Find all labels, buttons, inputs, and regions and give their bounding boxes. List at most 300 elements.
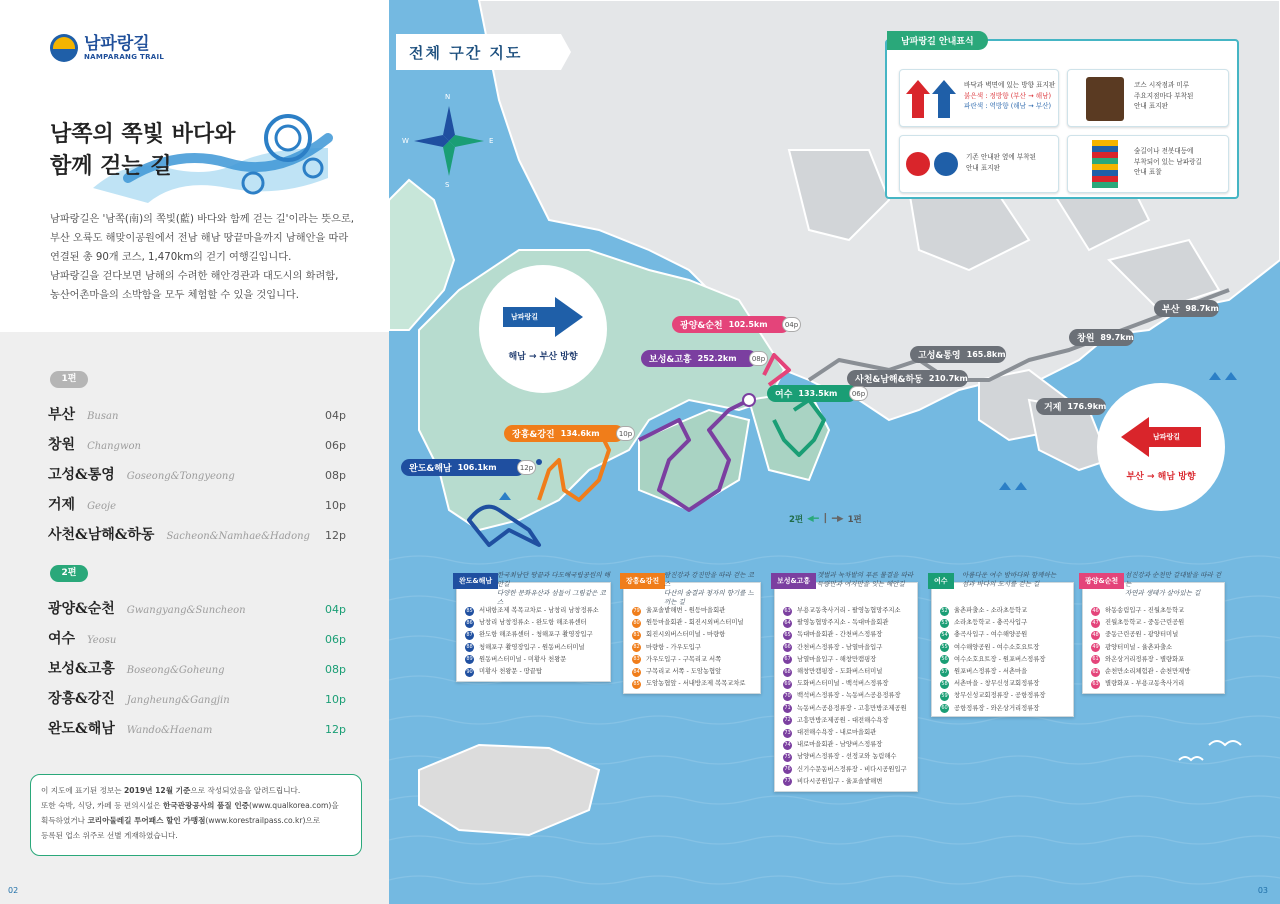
- course-number: 49: [1092, 644, 1099, 651]
- city-distance: 102.5km: [728, 320, 768, 329]
- toc-item[interactable]: [48, 628, 346, 648]
- course-number: 85: [466, 607, 473, 614]
- logo-title: 남파랑길: [84, 33, 150, 54]
- course-item[interactable]: [940, 690, 1073, 702]
- city-label-geoje[interactable]: [1036, 398, 1106, 415]
- course-number: 72: [784, 717, 791, 724]
- course-item[interactable]: [1091, 629, 1224, 641]
- toc-item-page: 10p: [325, 499, 346, 512]
- compass-west: W: [402, 137, 409, 145]
- legend-line: 붉은색 : 정방향 (부산 → 해남): [964, 91, 1052, 100]
- toc-item[interactable]: [48, 524, 346, 544]
- course-item[interactable]: [940, 617, 1073, 629]
- course-route: 하동송림입구 - 진월초등학교: [1105, 607, 1185, 614]
- card-heading: [962, 571, 1056, 589]
- toc-item[interactable]: [48, 434, 346, 454]
- intro-line: 남파랑길은 '남쪽(南)의 쪽빛(藍) 바다와 함께 걷는 길'이라는 뜻으로,: [50, 214, 354, 225]
- course-number: 76: [784, 766, 791, 773]
- city-page: 06p: [849, 386, 868, 401]
- course-item[interactable]: [632, 617, 760, 629]
- signboard-icon: [1086, 77, 1124, 121]
- toc-item-ko: 거제: [48, 497, 76, 513]
- course-route: 백석버스정류장 - 녹동버스공용정류장: [797, 692, 901, 700]
- notice-line: [41, 813, 351, 828]
- legend-line: 코스 시작점과 미루: [1134, 81, 1190, 89]
- toc-item-ko: 사천&남해&하동: [48, 527, 155, 543]
- city-name: 부산: [1162, 305, 1180, 315]
- compass-north: N: [445, 93, 451, 101]
- map-page: [389, 0, 1280, 904]
- course-item[interactable]: [940, 678, 1073, 690]
- course-route: 마량항 - 가우도입구: [646, 643, 701, 651]
- course-item[interactable]: [940, 642, 1073, 654]
- course-route: 완도항 해조류센터 - 청해포구 촬영장입구: [479, 631, 593, 639]
- course-item[interactable]: [783, 617, 917, 629]
- toc-item-ko: 광양&순천: [48, 601, 115, 617]
- card-heading-line: 한국최남단 땅끝과 다도해국립공원의 해안길: [497, 571, 610, 588]
- course-number: 63: [1092, 680, 1099, 687]
- intro-line: 농산어촌마을의 소박함을 모두 체험할 수 있을 것입니다.: [50, 290, 300, 301]
- notice-text: 이 지도에 표기된 정보는: [41, 786, 125, 795]
- direction-west-label: 해남 → 부산 방향: [508, 352, 578, 362]
- course-item[interactable]: [940, 703, 1073, 715]
- course-route: 신기수문동버스정류장 - 비다시공원입구: [797, 765, 907, 773]
- toc-item[interactable]: [48, 494, 346, 514]
- course-item[interactable]: [1091, 617, 1224, 629]
- course-item[interactable]: [940, 629, 1073, 641]
- city-name: 완도&해남: [409, 464, 452, 474]
- part2-badge: 2편: [50, 565, 88, 582]
- legend-line: 기존 안내판 옆에 부착된: [966, 153, 1036, 161]
- intro-line: 부산 오륙도 해맞이공원에서 전남 해남 땅끝마을까지 남해안을 따라: [50, 233, 349, 244]
- card-tag: 보성&고흥: [771, 573, 816, 589]
- intro-line: 남파랑길을 걷다보면 남해의 수려한 해안경관과 대도시의 화려함,: [50, 271, 339, 282]
- course-route: 충곡사입구 - 여수해양공원: [954, 631, 1028, 639]
- map-title: 전체 구간 지도: [409, 44, 523, 62]
- toc-item-page: 08p: [325, 469, 346, 482]
- course-route: 미황사 천왕문 - 땅끝탑: [479, 668, 543, 676]
- legend-item-direction: [899, 69, 1059, 127]
- logo-subtitle: NAMPARANG TRAIL: [84, 52, 165, 61]
- toc-item-ko: 완도&해남: [48, 721, 115, 737]
- city-page: 10p: [616, 426, 635, 441]
- toc-item-en: Geoje: [87, 501, 117, 512]
- card-heading-line: 자연과 생태가 살아있는 길: [1125, 589, 1201, 597]
- card-heading-line: 다양한 문화유산과 섬들이 그림같은 코스: [497, 589, 606, 606]
- course-number: 46: [1092, 607, 1099, 614]
- course-route: 중동근린공원 - 광양터미널: [1105, 631, 1179, 639]
- legend-item-signboard: [1067, 69, 1229, 127]
- red-badge-icon: [906, 152, 930, 176]
- headline-line-2: 함께 걷는 길: [50, 153, 172, 179]
- course-number: 55: [941, 644, 948, 651]
- toc-item-ko: 부산: [48, 407, 76, 423]
- course-item[interactable]: [1091, 666, 1224, 678]
- course-route: 광양터미널 - 율촌파출소: [1105, 643, 1173, 651]
- city-name: 광양&순천: [680, 321, 723, 331]
- course-route: 원동버스터미널 - 미황사 천왕문: [479, 655, 567, 663]
- course-number: 59: [941, 693, 948, 700]
- card-heading-line: 섬진강과 순천만 갈대밭을 따라 걷는: [1125, 571, 1222, 588]
- toc-item[interactable]: [48, 718, 346, 738]
- toc-item-page: 06p: [325, 633, 346, 646]
- legend-line: 바닥과 벽면에 있는 방향 표지판: [964, 81, 1056, 89]
- direction-east-label: 부산 → 해남 방향: [1126, 472, 1196, 482]
- course-route: 창무신성교회정류장 - 공항정류장: [954, 692, 1046, 700]
- course-number: 82: [633, 644, 640, 651]
- course-number: 88: [466, 644, 473, 651]
- course-number: 62: [1092, 668, 1099, 675]
- legend-item-ribbon: [1067, 135, 1229, 193]
- course-number: 84: [633, 668, 640, 675]
- course-route: 서내항조제 복목교차로 - 남창리 남창정류소: [479, 607, 599, 614]
- city-page: 04p: [782, 317, 801, 332]
- compass-east: E: [489, 137, 494, 145]
- city-name: 여수: [775, 390, 793, 400]
- city-name: 장흥&강진: [512, 430, 555, 440]
- card-heading-line: 아름다운 여수 밤바다와 함께하는: [962, 571, 1057, 579]
- toc-item-ko: 보성&고흥: [48, 661, 115, 677]
- course-number: 47: [1092, 619, 1099, 626]
- course-number: 67: [784, 656, 791, 663]
- course-number: 56: [941, 656, 948, 663]
- intro-line: 연결된 총 90개 코스, 1,470km의 걷기 여행길입니다.: [50, 252, 292, 263]
- course-number: 57: [941, 668, 948, 675]
- namparang-logo-icon: [50, 34, 78, 62]
- course-number: 80: [633, 619, 640, 626]
- course-item[interactable]: [783, 703, 917, 715]
- course-route: 해창만캠핑장 - 도화버스터미널: [797, 668, 883, 676]
- toc-item-en: Changwon: [87, 441, 141, 452]
- divider-line-icon: ┃: [822, 514, 828, 524]
- blue-badge-icon: [934, 152, 958, 176]
- course-number: 58: [941, 680, 948, 687]
- course-number: 86: [466, 619, 473, 626]
- toc-item[interactable]: [48, 658, 346, 678]
- toc-item[interactable]: [48, 464, 346, 484]
- city-label-sacheon-namhae-hadong[interactable]: [847, 370, 968, 387]
- course-item[interactable]: [783, 629, 917, 641]
- card-heading-line: 섬과 바다의 도시를 걷는 길: [962, 580, 1040, 588]
- legend-line: 안내 표지판: [966, 163, 1000, 172]
- course-number: 75: [784, 754, 791, 761]
- arrow-right-icon: ━▶: [831, 514, 844, 524]
- course-item[interactable]: [940, 605, 1073, 617]
- course-route: 별량화포 - 부용교동축사거리: [1105, 680, 1185, 688]
- course-number: 90: [466, 668, 473, 675]
- toc-item-en: Busan: [87, 411, 119, 422]
- city-distance: 98.7km: [1185, 304, 1219, 313]
- headline: [50, 118, 235, 182]
- course-number: 60: [941, 705, 948, 712]
- course-route: 부용교동축사거리 - 팔영농협망주지소: [797, 607, 901, 614]
- compass-south: S: [445, 181, 450, 189]
- course-number: 77: [784, 778, 791, 785]
- notice-text: (www.qualkorea.com)을: [249, 801, 339, 810]
- city-name: 고성&통영: [918, 351, 961, 361]
- toc-item-ko: 창원: [48, 437, 76, 453]
- arrow-left-icon: ◀━: [807, 514, 819, 524]
- city-distance: 176.9km: [1067, 402, 1107, 411]
- toc-item-page: 10p: [325, 693, 346, 706]
- course-number: 63: [784, 607, 791, 614]
- legend-title: 남파랑길 안내표식: [887, 31, 988, 50]
- divider-left-label: 2편: [789, 515, 804, 525]
- card-heading: [497, 571, 610, 607]
- course-route: 남창리 남창정류소 - 완도항 해조류센터: [479, 619, 587, 627]
- city-label-boseong-goheung[interactable]: [641, 350, 766, 367]
- course-number: 81: [633, 632, 640, 638]
- city-label-jangheung-gangjin[interactable]: [504, 425, 633, 442]
- city-distance: 165.8km: [966, 350, 1006, 359]
- card-tag: 광양&순천: [1079, 573, 1124, 589]
- course-route: 남양버스정류장 - 선정교와 농림해수: [797, 753, 897, 761]
- course-item[interactable]: [1091, 642, 1224, 654]
- course-number: 85: [633, 680, 640, 687]
- course-list: [932, 583, 1073, 715]
- info-notice-box: [30, 774, 362, 856]
- city-distance: 210.7km: [928, 374, 968, 383]
- page-number-right: 03: [1257, 886, 1268, 895]
- course-number: 70: [784, 693, 791, 700]
- course-item[interactable]: [465, 654, 610, 666]
- course-route: 고흥만방조제공원 - 대전해수욕장: [797, 716, 889, 724]
- toc-item-ko: 여수: [48, 631, 76, 647]
- ribbon-tag-icon: [1092, 140, 1118, 188]
- toc-item[interactable]: [48, 598, 346, 618]
- course-item[interactable]: [783, 690, 917, 702]
- notice-line: [41, 798, 351, 813]
- card-heading-line: 갯벌과 녹차밭의 푸른 물결을 따라: [817, 571, 914, 579]
- arrow-label: 남파랑길: [1153, 433, 1181, 441]
- course-route: 여수해양공원 - 여수소호요트장: [954, 643, 1040, 651]
- toc-item[interactable]: [48, 688, 346, 708]
- course-card-yeosu: [931, 571, 1074, 717]
- course-route: 구목리교 서쪽 - 도암농협앞: [646, 668, 722, 676]
- card-heading: [817, 571, 913, 589]
- course-card-gwangyang-suncheon: [1082, 571, 1225, 694]
- toc-item-page: 12p: [325, 723, 346, 736]
- card-heading-line: 다산의 숨결과 청자의 향기를 느끼는 길: [664, 589, 754, 606]
- course-route: 소라초등학교 - 충곡사입구: [954, 619, 1028, 627]
- intro-paragraph: [50, 210, 360, 305]
- toc-item-ko: 고성&통영: [48, 467, 115, 483]
- course-item[interactable]: [783, 727, 917, 739]
- notice-line: [41, 783, 351, 798]
- course-route: 원등마을회관 - 회진시외버스터미널: [646, 619, 744, 627]
- city-distance: 106.1km: [457, 463, 497, 472]
- city-label-busan[interactable]: [1154, 300, 1219, 317]
- notice-bold: 한국관광공사의 품질 인증: [163, 801, 249, 810]
- course-item[interactable]: [783, 654, 917, 666]
- course-number: 52: [941, 607, 948, 614]
- course-item[interactable]: [783, 751, 917, 763]
- part-divider: [789, 513, 862, 525]
- course-route: 서촌마을 - 창무신성교회정류장: [954, 680, 1040, 688]
- course-item[interactable]: [465, 629, 610, 641]
- city-name: 창원: [1077, 334, 1095, 344]
- course-item[interactable]: [465, 617, 610, 629]
- toc-item-page: 06p: [325, 439, 346, 452]
- notice-text: 획득하였거나: [41, 816, 88, 825]
- toc-item-page: 04p: [325, 409, 346, 422]
- course-route: 율포솔밭해변 - 원등마을회관: [646, 607, 726, 614]
- course-list: [775, 583, 917, 788]
- course-route: 비다시공원입구 - 율포솔밭해변: [797, 777, 883, 785]
- city-label-changwon[interactable]: [1069, 329, 1134, 346]
- toc-item-page: 12p: [325, 529, 346, 542]
- city-distance: 252.2km: [697, 354, 737, 363]
- course-list: [1083, 583, 1224, 690]
- part1-badge: 1편: [50, 371, 88, 388]
- course-number: 48: [1092, 632, 1099, 638]
- legend-line: 부착되어 있는 남파랑길: [1134, 157, 1202, 166]
- toc-item-ko: 장흥&강진: [48, 691, 115, 707]
- course-route: 가우도입구 - 구목리교 서쪽: [646, 655, 722, 663]
- course-route: 간천버스정류장 - 남열마을입구: [797, 643, 883, 651]
- course-route: 회진시외버스터미널 - 마량항: [646, 631, 726, 639]
- direction-arrow-icon: [906, 78, 960, 122]
- card-heading-line: 탐진강과 강진만을 따라 걷는 코스: [664, 571, 754, 588]
- course-number: 69: [784, 680, 791, 687]
- legend-text: [1134, 146, 1202, 178]
- city-label-gwangyang-suncheon[interactable]: [672, 316, 799, 333]
- course-route: 팔영농협망주지소 - 독대마을회관: [797, 619, 889, 627]
- course-card-boseong-goheung: [774, 571, 918, 792]
- card-tag: 완도&해남: [453, 573, 498, 589]
- city-name: 사천&남해&하동: [855, 375, 923, 385]
- course-item[interactable]: [632, 678, 760, 690]
- course-route: 순천만소리체험관 - 순천만재방: [1105, 668, 1191, 676]
- course-item[interactable]: [465, 666, 610, 678]
- course-route: 진월초등학교 - 중동근린공원: [1105, 619, 1185, 627]
- course-item[interactable]: [632, 654, 760, 666]
- city-label-wando-haenam[interactable]: [401, 459, 534, 476]
- page-number-left: 02: [8, 886, 19, 895]
- city-distance: 133.5km: [798, 389, 838, 398]
- course-number: 68: [784, 668, 791, 675]
- toc-item-en: Boseong&Goheung: [126, 665, 225, 676]
- course-item[interactable]: [1091, 678, 1224, 690]
- course-item[interactable]: [940, 654, 1073, 666]
- card-heading: [664, 571, 760, 607]
- legend-item-badge: [899, 135, 1059, 193]
- course-item[interactable]: [783, 605, 917, 617]
- course-number: 73: [784, 729, 791, 736]
- direction-circle-west: [479, 265, 607, 393]
- divider-right-label: 1편: [847, 515, 862, 525]
- compass-icon: [414, 106, 484, 176]
- legend-text: [966, 152, 1036, 173]
- legend-line: 안내 표찰: [1134, 168, 1162, 176]
- legend-panel: [885, 39, 1239, 199]
- course-card-jangheung-gangjin: [623, 571, 761, 694]
- course-item[interactable]: [783, 715, 917, 727]
- notice-text: 으로 작성되었음을 알려드립니다.: [190, 786, 301, 795]
- card-heading-line: 득량만과 여자만을 잇는 해안길: [817, 580, 905, 588]
- headline-line-1: 남쪽의 쪽빛 바다와: [50, 121, 236, 147]
- course-route: 독대마을회관 - 간천버스정류장: [797, 631, 883, 639]
- toc-item-page: 04p: [325, 603, 346, 616]
- course-route: 청해포구 촬영장입구 - 원동버스터미널: [479, 643, 585, 651]
- notice-text: 또한 숙박, 식당, 카페 등 편의시설은: [41, 801, 164, 810]
- toc-item-en: Gwangyang&Suncheon: [126, 605, 246, 616]
- city-name: 거제: [1044, 403, 1062, 413]
- course-number: 64: [784, 619, 791, 626]
- course-number: 89: [466, 656, 473, 663]
- legend-line: 파란색 : 역방향 (해남 → 부산): [964, 102, 1052, 110]
- course-item[interactable]: [783, 678, 917, 690]
- legend-text: [964, 80, 1055, 112]
- course-item[interactable]: [783, 666, 917, 678]
- course-item[interactable]: [783, 764, 917, 776]
- card-tag: 여수: [928, 573, 954, 589]
- course-item[interactable]: [783, 776, 917, 788]
- course-card-wando-haenam: [456, 571, 611, 682]
- city-name: 보성&고흥: [649, 355, 692, 365]
- course-route: 도화버스터미널 - 백석버스정류장: [797, 680, 889, 688]
- course-item[interactable]: [465, 642, 610, 654]
- course-number: 71: [784, 705, 791, 712]
- course-route: 대전해수욕장 - 내로마을회관: [797, 729, 877, 737]
- course-route: 녹동버스공용정류장 - 고흥만방조제공원: [797, 704, 907, 712]
- toc-item-page: 08p: [325, 663, 346, 676]
- legend-text: [1134, 80, 1193, 112]
- course-number: 74: [784, 741, 791, 748]
- course-item[interactable]: [940, 666, 1073, 678]
- city-page: 12p: [517, 460, 536, 475]
- notice-line: 등록된 업소 위주로 선별 게재하였습니다.: [41, 831, 178, 840]
- course-route: 도암농협앞 - 서내방조제 복목교차로: [646, 680, 746, 688]
- course-item[interactable]: [783, 739, 917, 751]
- toc-item-en: Jangheung&Gangjin: [126, 695, 230, 706]
- legend-line: 안내 표지판: [1134, 102, 1168, 110]
- course-route: 내로마을회관 - 남양버스정류장: [797, 741, 883, 749]
- course-item[interactable]: [1091, 605, 1224, 617]
- toc-item-en: Yeosu: [87, 635, 117, 646]
- course-route: 율촌파출소 - 소라초등학교: [954, 607, 1028, 614]
- course-route: 여수소호요트장 - 원포버스정류장: [954, 655, 1046, 663]
- course-item[interactable]: [1091, 654, 1224, 666]
- toc-item-en: Wando&Haenam: [126, 725, 213, 736]
- course-route: 와온상거리정류장 - 별량화포: [1105, 655, 1185, 663]
- notice-bold: 코리아둘레길 투어패스 할인 가맹점: [87, 816, 206, 825]
- course-number: 54: [941, 632, 948, 638]
- legend-line: 주요지점마다 부착된: [1134, 91, 1194, 100]
- city-distance: 89.7km: [1100, 333, 1134, 342]
- course-number: 65: [784, 632, 791, 638]
- toc-item-en: Goseong&Tongyeong: [126, 471, 235, 482]
- course-item[interactable]: [783, 642, 917, 654]
- legend-line: 숲길이나 전봇대등에: [1134, 147, 1194, 155]
- city-page: 08p: [749, 351, 768, 366]
- city-label-yeosu[interactable]: [767, 385, 866, 402]
- toc-item[interactable]: [48, 404, 346, 424]
- card-heading: [1125, 571, 1224, 598]
- direction-circle-east: [1097, 383, 1225, 511]
- course-number: 83: [633, 656, 640, 663]
- course-number: 53: [941, 619, 948, 626]
- notice-bold: 2019년 12월 기준: [124, 786, 191, 795]
- course-number: 61: [1092, 656, 1099, 663]
- course-item[interactable]: [632, 666, 760, 678]
- course-route: 남열마을입구 - 해창만캠핑장: [797, 655, 877, 663]
- course-number: 66: [784, 644, 791, 651]
- city-label-goseong-tongyeong[interactable]: [910, 346, 1006, 363]
- course-item[interactable]: [632, 642, 760, 654]
- course-route: 원포버스정류장 - 서촌마을: [954, 668, 1028, 676]
- course-item[interactable]: [632, 629, 760, 641]
